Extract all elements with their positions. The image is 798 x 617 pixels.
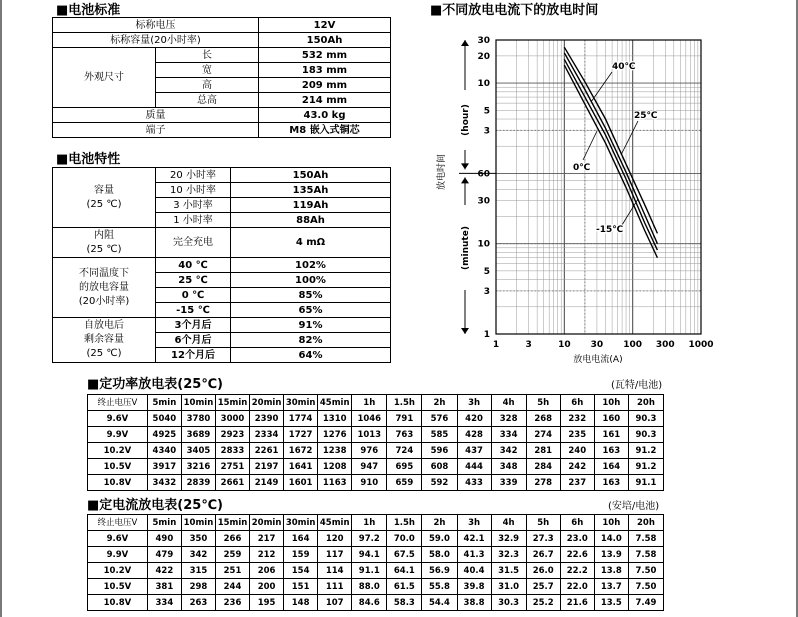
table-row (88, 531, 664, 547)
table-cell: 1310 (318, 411, 352, 427)
table-cell: 334 (147, 595, 181, 611)
table-cell: 23.0 (560, 531, 594, 547)
table-cell: 25.2 (526, 595, 560, 611)
rate-label: 10 小时率 (156, 183, 231, 198)
rate-value: 150Ah (231, 168, 391, 183)
table-cell: 31.0 (491, 579, 526, 595)
minute-axis-label: (minute) (461, 226, 471, 270)
table-cell: 576 (422, 411, 457, 427)
table-cell: 263 (181, 595, 215, 611)
table-cell: 1641 (284, 459, 318, 475)
spec-label: 标称电压 (53, 18, 259, 33)
table-cell: 3000 (215, 411, 249, 427)
table-cell: 117 (318, 547, 352, 563)
temp-value: 102% (231, 258, 391, 273)
table-cell: 2839 (181, 475, 215, 491)
column-header: 20h (628, 515, 663, 531)
table-cell: 3780 (181, 411, 215, 427)
temperature-label: 不同温度下 的放电容量 (20小时率) (53, 258, 156, 318)
table-cell: 13.8 (594, 563, 628, 579)
table-cell: 1163 (318, 475, 352, 491)
spec-value: 12V (259, 18, 391, 33)
table-row (88, 459, 664, 475)
table-cell: 163 (594, 475, 628, 491)
table-cell: 94.1 (352, 547, 387, 563)
table-cell: 164 (284, 531, 318, 547)
table-cell: 21.6 (560, 595, 594, 611)
table-cell: 32.3 (491, 547, 526, 563)
table-row (88, 547, 664, 563)
temp-value: 100% (231, 273, 391, 288)
x-tick: 30 (590, 340, 604, 350)
column-header: 10h (594, 395, 628, 411)
column-header: 5h (526, 515, 560, 531)
table-cell: 217 (250, 531, 284, 547)
table-cell: 161 (594, 427, 628, 443)
table-row (88, 443, 664, 459)
column-header: 45min (318, 395, 352, 411)
table-cell: 232 (560, 411, 594, 427)
row-voltage-cell: 10.2V (88, 563, 148, 579)
row-voltage-cell: 9.9V (88, 547, 148, 563)
table-cell: 40.4 (457, 563, 491, 579)
table-cell: 1208 (318, 459, 352, 475)
spec-section-title: ■电池标准 (56, 3, 121, 18)
table-cell: 159 (284, 547, 318, 563)
table-cell: 2923 (215, 427, 249, 443)
rate-value: 88Ah (231, 213, 391, 228)
current-table-title: ■定电流放电表(25℃) (87, 498, 223, 513)
table-cell: 910 (352, 475, 387, 491)
table-cell: 91.2 (628, 443, 663, 459)
table-cell: 334 (491, 427, 526, 443)
table-cell: 244 (215, 579, 249, 595)
table-cell: 608 (422, 459, 457, 475)
column-header: 4h (491, 395, 526, 411)
column-header: 5min (147, 395, 181, 411)
table-cell: 5040 (147, 411, 181, 427)
current-table-unit: (安培/电池) (608, 501, 660, 512)
x-tick: 3 (525, 340, 532, 350)
table-cell: 237 (560, 475, 594, 491)
period-label: 3个月后 (156, 318, 231, 333)
table-cell: 111 (318, 579, 352, 595)
resistance-label: 内阻 (25 ℃) (53, 228, 156, 258)
row-voltage-cell: 10.5V (88, 579, 148, 595)
temp-label: 25 ℃ (156, 273, 231, 288)
table-cell: 163 (594, 443, 628, 459)
chart-grid (459, 40, 701, 334)
table-cell: 7.50 (628, 579, 663, 595)
column-header: 6h (560, 395, 594, 411)
y-tick-minute: 5 (483, 266, 490, 277)
rate-value: 135Ah (231, 183, 391, 198)
row-voltage-cell: 10.5V (88, 459, 148, 475)
row-voltage-cell: 10.8V (88, 475, 148, 491)
x-tick: 100 (623, 340, 643, 350)
temp-value: 85% (231, 288, 391, 303)
table-cell: 39.8 (457, 579, 491, 595)
table-cell: 42.1 (457, 531, 491, 547)
dims-group-label: 外观尺寸 (53, 48, 156, 108)
table-cell: 55.8 (422, 579, 457, 595)
table-row (88, 475, 664, 491)
column-header: 15min (215, 395, 249, 411)
power-table-title: ■定功率放电表(25℃) (87, 377, 223, 392)
table-cell: 2197 (250, 459, 284, 475)
column-header: 3h (457, 515, 491, 531)
arrow-up-icon (461, 40, 469, 46)
table-cell: 58.3 (387, 595, 422, 611)
table-cell: 433 (457, 475, 491, 491)
table-cell: 61.5 (387, 579, 422, 595)
table-cell: 7.58 (628, 531, 663, 547)
table-cell: 251 (215, 563, 249, 579)
y-tick-hour: 10 (477, 79, 490, 90)
column-header: 10min (181, 395, 215, 411)
y-tick-hour: 20 (477, 51, 490, 62)
y-tick-minute: 1 (483, 330, 490, 340)
table-cell: 350 (181, 531, 215, 547)
column-header: 4h (491, 515, 526, 531)
table-cell: 348 (491, 459, 526, 475)
temp-label: -15 ℃ (156, 303, 231, 318)
spec-label: 质量 (53, 108, 259, 123)
y-tick-hour: 30 (477, 36, 490, 46)
table-cell: 791 (387, 411, 422, 427)
table-cell: 1774 (284, 411, 318, 427)
y-tick-minute: 10 (477, 239, 490, 250)
table-cell: 428 (457, 427, 491, 443)
x-tick: 1000 (688, 340, 714, 350)
hour-axis-label: (hour) (461, 104, 471, 136)
table-cell: 235 (560, 427, 594, 443)
column-header: 45min (318, 515, 352, 531)
table-cell: 1601 (284, 475, 318, 491)
table-cell: 242 (560, 459, 594, 475)
row-voltage-cell: 9.6V (88, 531, 148, 547)
table-cell: 381 (147, 579, 181, 595)
table-cell: 56.9 (422, 563, 457, 579)
table-row (88, 579, 664, 595)
spec-value: M8 嵌入式铜芯 (259, 123, 391, 138)
chart-section-title: ■不同放电电流下的放电时间 (430, 3, 599, 18)
table-row (88, 427, 664, 443)
dim-value: 183 mm (259, 63, 391, 78)
table-cell: 339 (491, 475, 526, 491)
table-cell: 41.3 (457, 547, 491, 563)
resistance-condition: 完全充电 (156, 228, 231, 258)
column-header: 30min (284, 395, 318, 411)
power-table-unit: (瓦特/电池) (611, 380, 663, 391)
y-tick-hour: 3 (483, 126, 490, 137)
current-table (87, 514, 664, 611)
table-cell: 97.2 (352, 531, 387, 547)
table-cell: 2261 (250, 443, 284, 459)
table-cell: 2390 (250, 411, 284, 427)
table-cell: 25.7 (526, 579, 560, 595)
curve-label: 40℃ (612, 62, 636, 72)
table-cell: 274 (526, 427, 560, 443)
table-cell: 266 (215, 531, 249, 547)
x-axis-label: 放电电流(A) (573, 355, 623, 365)
column-header: 10h (594, 515, 628, 531)
arrow-down-icon (461, 328, 469, 334)
table-cell: 976 (352, 443, 387, 459)
table-cell: 437 (457, 443, 491, 459)
table-cell: 160 (594, 411, 628, 427)
table-cell: 236 (215, 595, 249, 611)
x-tick: 1 (492, 340, 500, 350)
table-header-row (88, 395, 664, 411)
table-cell: 91.2 (628, 459, 663, 475)
table-cell: 659 (387, 475, 422, 491)
table-cell: 278 (526, 475, 560, 491)
table-cell: 13.5 (594, 595, 628, 611)
table-cell: 13.7 (594, 579, 628, 595)
table-cell: 2334 (250, 427, 284, 443)
column-header: 终止电压V (88, 395, 148, 411)
table-cell: 592 (422, 475, 457, 491)
table-cell: 59.0 (422, 531, 457, 547)
capacity-label: 容量 (25 ℃) (53, 168, 156, 228)
table-cell: 13.9 (594, 547, 628, 563)
x-tick: 10 (558, 340, 571, 350)
table-row (88, 563, 664, 579)
period-value: 82% (231, 333, 391, 348)
table-cell: 479 (147, 547, 181, 563)
table-cell: 298 (181, 579, 215, 595)
table-cell: 212 (250, 547, 284, 563)
table-cell: 585 (422, 427, 457, 443)
table-header-row (88, 515, 664, 531)
table-cell: 91.1 (352, 563, 387, 579)
power-table (87, 394, 664, 491)
table-cell: 240 (560, 443, 594, 459)
table-cell: 58.0 (422, 547, 457, 563)
table-cell: 114 (318, 563, 352, 579)
table-cell: 84.6 (352, 595, 387, 611)
table-cell: 328 (491, 411, 526, 427)
table-cell: 2833 (215, 443, 249, 459)
row-voltage-cell: 9.9V (88, 427, 148, 443)
column-header: 1h (352, 395, 387, 411)
y-tick-hour: 5 (483, 106, 490, 117)
table-cell: 763 (387, 427, 422, 443)
annotation-leader (622, 199, 638, 225)
plot-frame (496, 40, 701, 334)
column-header: 2h (422, 515, 457, 531)
dim-value: 214 mm (259, 93, 391, 108)
table-cell: 724 (387, 443, 422, 459)
table-cell: 3689 (181, 427, 215, 443)
dim-label: 总高 (156, 93, 259, 108)
curve-label: 0℃ (573, 163, 591, 173)
table-row (88, 595, 664, 611)
y-axis-label: 放电时间 (437, 153, 447, 191)
table-cell: 22.6 (560, 547, 594, 563)
x-tick: 300 (655, 340, 675, 350)
row-voltage-cell: 9.6V (88, 411, 148, 427)
table-cell: 107 (318, 595, 352, 611)
table-cell: 1046 (352, 411, 387, 427)
table-cell: 3405 (181, 443, 215, 459)
temp-label: 0 ℃ (156, 288, 231, 303)
table-cell: 947 (352, 459, 387, 475)
rate-label: 3 小时率 (156, 198, 231, 213)
spec-label: 端子 (53, 123, 259, 138)
curve-label: -15℃ (596, 225, 624, 235)
spec-value: 150Ah (259, 33, 391, 48)
arrow-up-icon (461, 177, 469, 183)
rate-label: 1 小时率 (156, 213, 231, 228)
table-cell: 4925 (147, 427, 181, 443)
table-cell: 3216 (181, 459, 215, 475)
rate-label: 20 小时率 (156, 168, 231, 183)
column-header: 20min (250, 395, 284, 411)
table-cell: 91.1 (628, 475, 663, 491)
column-header: 3h (457, 395, 491, 411)
column-header: 终止电压V (88, 515, 148, 531)
table-cell: 30.3 (491, 595, 526, 611)
table-cell: 195 (250, 595, 284, 611)
resistance-value: 4 mΩ (231, 228, 391, 258)
table-cell: 26.7 (526, 547, 560, 563)
curve-label: 25℃ (634, 111, 658, 121)
column-header: 15min (215, 515, 249, 531)
table-cell: 268 (526, 411, 560, 427)
table-cell: 206 (250, 563, 284, 579)
arrow-down-icon (461, 163, 469, 169)
spec-label: 标称容量(20小时率) (53, 33, 259, 48)
characteristics-section-title: ■电池特性 (56, 152, 121, 167)
series-line-1 (564, 53, 657, 244)
table-cell: 2149 (250, 475, 284, 491)
table-cell: 342 (181, 547, 215, 563)
column-header: 1.5h (387, 395, 422, 411)
table-cell: 70.0 (387, 531, 422, 547)
column-header: 10min (181, 515, 215, 531)
table-cell: 200 (250, 579, 284, 595)
table-cell: 32.9 (491, 531, 526, 547)
table-cell: 4340 (147, 443, 181, 459)
table-cell: 2661 (215, 475, 249, 491)
table-cell: 259 (215, 547, 249, 563)
table-cell: 164 (594, 459, 628, 475)
table-cell: 7.58 (628, 547, 663, 563)
row-voltage-cell: 10.8V (88, 595, 148, 611)
table-cell: 154 (284, 563, 318, 579)
table-cell: 420 (457, 411, 491, 427)
table-cell: 1276 (318, 427, 352, 443)
column-header: 6h (560, 515, 594, 531)
column-header: 30min (284, 515, 318, 531)
dim-label: 长 (156, 48, 259, 63)
table-cell: 14.0 (594, 531, 628, 547)
table-cell: 1238 (318, 443, 352, 459)
y-tick-minute: 30 (477, 196, 490, 207)
table-cell: 31.5 (491, 563, 526, 579)
temp-label: 40 ℃ (156, 258, 231, 273)
table-cell: 444 (457, 459, 491, 475)
spec-value: 43.0 kg (259, 108, 391, 123)
table-cell: 2751 (215, 459, 249, 475)
table-cell: 315 (181, 563, 215, 579)
table-cell: 1727 (284, 427, 318, 443)
column-header: 20h (628, 395, 663, 411)
column-header: 1h (352, 515, 387, 531)
table-cell: 3432 (147, 475, 181, 491)
table-row (88, 411, 664, 427)
table-cell: 342 (491, 443, 526, 459)
dim-label: 高 (156, 78, 259, 93)
table-cell: 7.49 (628, 595, 663, 611)
table-cell: 281 (526, 443, 560, 459)
table-cell: 90.3 (628, 427, 663, 443)
rate-value: 119Ah (231, 198, 391, 213)
table-cell: 148 (284, 595, 318, 611)
column-header: 1.5h (387, 515, 422, 531)
dim-value: 532 mm (259, 48, 391, 63)
table-cell: 120 (318, 531, 352, 547)
table-cell: 3917 (147, 459, 181, 475)
y-tick-minute: 60 (477, 169, 490, 180)
table-cell: 422 (147, 563, 181, 579)
table-cell: 22.2 (560, 563, 594, 579)
table-cell: 64.1 (387, 563, 422, 579)
dim-label: 宽 (156, 63, 259, 78)
table-cell: 7.50 (628, 563, 663, 579)
column-header: 20min (250, 515, 284, 531)
table-cell: 67.5 (387, 547, 422, 563)
period-label: 12个月后 (156, 348, 231, 363)
table-cell: 1672 (284, 443, 318, 459)
table-cell: 596 (422, 443, 457, 459)
period-value: 91% (231, 318, 391, 333)
y-tick-minute: 3 (483, 286, 490, 297)
table-cell: 90.3 (628, 411, 663, 427)
table-cell: 22.0 (560, 579, 594, 595)
table-cell: 1013 (352, 427, 387, 443)
column-header: 2h (422, 395, 457, 411)
column-header: 5h (526, 395, 560, 411)
period-label: 6个月后 (156, 333, 231, 348)
self-discharge-label: 自放电后 剩余容量 (25 ℃) (53, 318, 156, 363)
table-cell: 151 (284, 579, 318, 595)
table-cell: 88.0 (352, 579, 387, 595)
table-cell: 38.8 (457, 595, 491, 611)
column-header: 5min (147, 515, 181, 531)
table-cell: 284 (526, 459, 560, 475)
table-cell: 26.0 (526, 563, 560, 579)
table-cell: 27.3 (526, 531, 560, 547)
row-voltage-cell: 10.2V (88, 443, 148, 459)
table-cell: 490 (147, 531, 181, 547)
dim-value: 209 mm (259, 78, 391, 93)
table-cell: 695 (387, 459, 422, 475)
table-cell: 54.4 (422, 595, 457, 611)
period-value: 64% (231, 348, 391, 363)
temp-value: 65% (231, 303, 391, 318)
